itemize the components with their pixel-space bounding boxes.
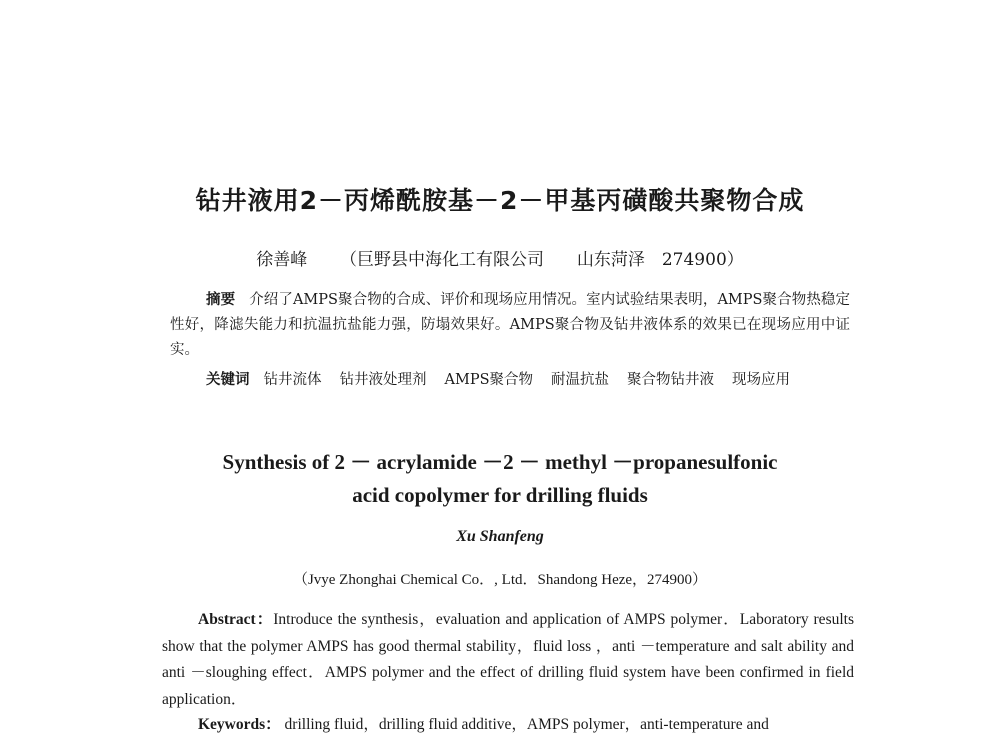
english-abstract-text: Introduce the synthesis，evaluation and application of AMPS polymer．Laboratory results show that the polymer AMPS has good thermal stability，fluid loss ，anti －temperature and salt ability and anti －sloughing effect．AMPS polymer and the effect of drilling fluid system have been confirmed in field application． (162, 611, 854, 708)
chinese-keywords-label: 关键词 (206, 372, 250, 388)
chinese-abstract-text: 介绍了AMPS聚合物的合成、评价和现场应用情况。室内试验结果表明，AMPS聚合物热稳定性好，降滤失能力和抗温抗盐能力强，防塌效果好。AMPS聚合物及钻井液体系的效果已在现场应用中证实。 (170, 292, 851, 358)
english-affiliation: （Jvye Zhonghai Chemical Co．, Ltd．Shandong Heze，274900） (292, 572, 708, 588)
english-abstract-label: Abstract： (198, 611, 274, 628)
english-author-name: Xu Shanfeng (456, 528, 544, 545)
chinese-keyword: 钻井流体 (263, 372, 322, 388)
english-keywords (162, 712, 854, 739)
chinese-affiliation: （巨野县中海化工有限公司 (340, 250, 545, 270)
english-title-line-1: Synthesis of 2 － acrylamide －2 － methyl －propanesulfonic (222, 450, 778, 474)
chinese-keywords (170, 368, 850, 393)
chinese-keyword: 聚合物钻井液 (627, 372, 715, 388)
chinese-keyword: 现场应用 (732, 372, 791, 388)
chinese-keyword: AMPS聚合物 (444, 372, 534, 388)
english-keywords-label: Keywords： (198, 716, 281, 733)
english-title (150, 446, 850, 512)
english-keywords-text: drilling fluid，drilling fluid additive，AMPS polymer，anti-temperature and (284, 716, 769, 733)
chinese-title: 钻井液用2－丙烯酰胺基－2－甲基丙磺酸共聚物合成 (195, 186, 805, 215)
chinese-keyword: 钻井液处理剂 (339, 372, 427, 388)
chinese-author-line (0, 245, 1000, 270)
chinese-abstract-label: 摘要 (206, 292, 236, 308)
chinese-location: 山东菏泽 274900） (576, 250, 744, 270)
chinese-keyword: 耐温抗盐 (551, 372, 610, 388)
english-abstract (162, 607, 854, 713)
chinese-abstract (170, 288, 850, 363)
chinese-author-name: 徐善峰 (256, 250, 308, 270)
english-title-line-2: acid copolymer for drilling fluids (352, 483, 648, 507)
